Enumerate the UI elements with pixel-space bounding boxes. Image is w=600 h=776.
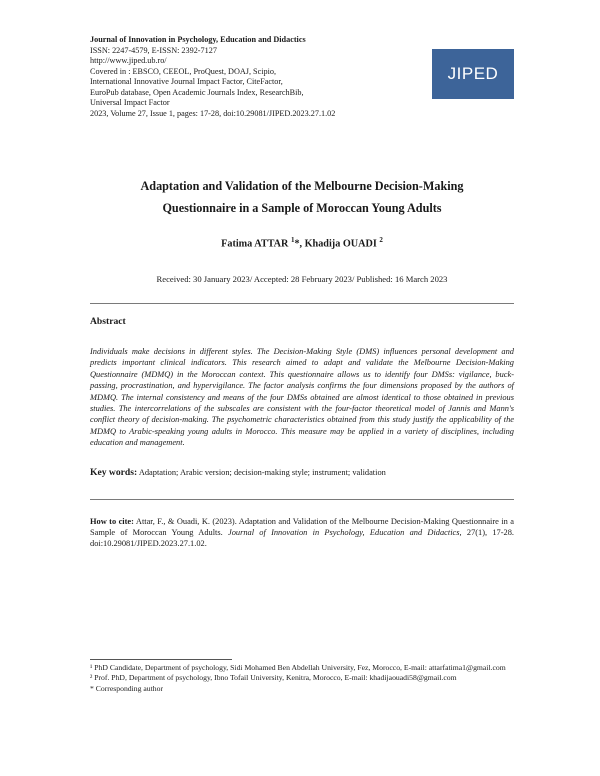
cite-authors-title: Attar, F., & Ouadi, K. (2023). Adaptation and Validation of the Melbourne Decision-Making Questionnaire in a Sample of Moroccan Young Adults. <box>90 517 514 538</box>
indexing-line-3: EuroPub database, Open Academic Journals Index, ResearchBib, <box>90 87 304 97</box>
author-2: Khadija OUADI <box>304 238 377 250</box>
abstract-heading: Abstract <box>90 316 126 327</box>
footnote-2: ² Prof. PhD, Department of psychology, Ibno Tofail University, Kenitra, Morocco, E-mail: khadijaouadi58@gmail.com <box>90 673 457 683</box>
journal-header <box>90 35 420 119</box>
title-line-2: Questionnaire in a Sample of Moroccan Young Adults <box>162 201 442 215</box>
title-line-1: Adaptation and Validation of the Melbourne Decision-Making <box>140 179 464 193</box>
issn-line: ISSN: 2247-4579, E-ISSN: 2392-7127 <box>90 45 217 55</box>
keywords-text: Adaptation; Arabic version; decision-making style; instrument; validation <box>138 468 386 477</box>
issue-line: 2023, Volume 27, Issue 1, pages: 17-28, doi:10.29081/JIPED.2023.27.1.02 <box>90 108 336 118</box>
paper-title <box>90 175 514 219</box>
author-1-affiliation: 1 <box>290 236 295 244</box>
corresponding-mark: * <box>294 238 300 250</box>
author-line <box>90 236 514 249</box>
author-separator: , <box>299 238 305 250</box>
how-to-cite <box>90 516 514 550</box>
footnote-1: ¹ PhD Candidate, Department of psychology, Sidi Mohamed Ben Abdellah University, Fez, Morocco, E-mail: attarfatima1@gmail.com <box>90 663 506 672</box>
abstract-text: Individuals make decisions in different styles. The Decision-Making Style (DMS) influences personal development and predicts important clinical indicators. This research aimed to adapt and validate the Melbourne Decision-Making Questionnaire (MDMQ) in the Moroccan context. This questionnaire allows us to identify four DMSs: vigilance, buck-passing, procrastination, and hypervigilance. The factor analysis confirms the four dimensions proposed by the authors of MDMQ. The internal consistency and means of the four DMSs obtained are almost identical to those obtained in previous studies. The intercorrelations of the subscales are consistent with the four-factor theoretical model of Jannis and Mann's conflict theory of decision-making. The psychometric characteristics obtained from this study justify the applicability of the MDMQ to Arabic-speaking young adults in Morocco. This measure may be applied in a variety of disciplines, including education and management. <box>90 347 514 448</box>
author-2-affiliation: 2 <box>379 236 383 244</box>
indexing-line-1: Covered in : EBSCO, CEEOL, ProQuest, DOAJ, Scipio, <box>90 66 277 76</box>
keywords-label: Key words: <box>90 467 138 478</box>
footnote-rule <box>90 659 232 660</box>
author-1: Fatima ATTAR <box>221 238 289 250</box>
jiped-logo <box>432 49 514 99</box>
cite-journal: Journal of Innovation in Psychology, Education and Didactics, <box>227 528 462 538</box>
publication-dates: Received: 30 January 2023/ Accepted: 28 February 2023/ Published: 16 March 2023 <box>156 274 448 284</box>
footnotes <box>90 663 514 694</box>
keywords <box>90 467 514 478</box>
indexing-line-4: Universal Impact Factor <box>90 98 170 107</box>
cite-volume-doi: 27(1), 17-28. doi:10.29081/JIPED.2023.27.1.02. <box>90 528 515 549</box>
middle-divider <box>90 499 514 500</box>
footnote-3: * Corresponding author <box>90 683 164 693</box>
journal-url[interactable]: http://www.jiped.ub.ro/ <box>90 56 167 65</box>
top-divider <box>90 303 514 304</box>
indexing-line-2: International Innovative Journal Impact Factor, CiteFactor, <box>90 77 283 86</box>
journal-name: Journal of Innovation in Psychology, Education and Didactics <box>90 35 306 44</box>
logo-text: JIPED <box>447 64 499 83</box>
cite-label: How to cite: <box>90 517 134 526</box>
